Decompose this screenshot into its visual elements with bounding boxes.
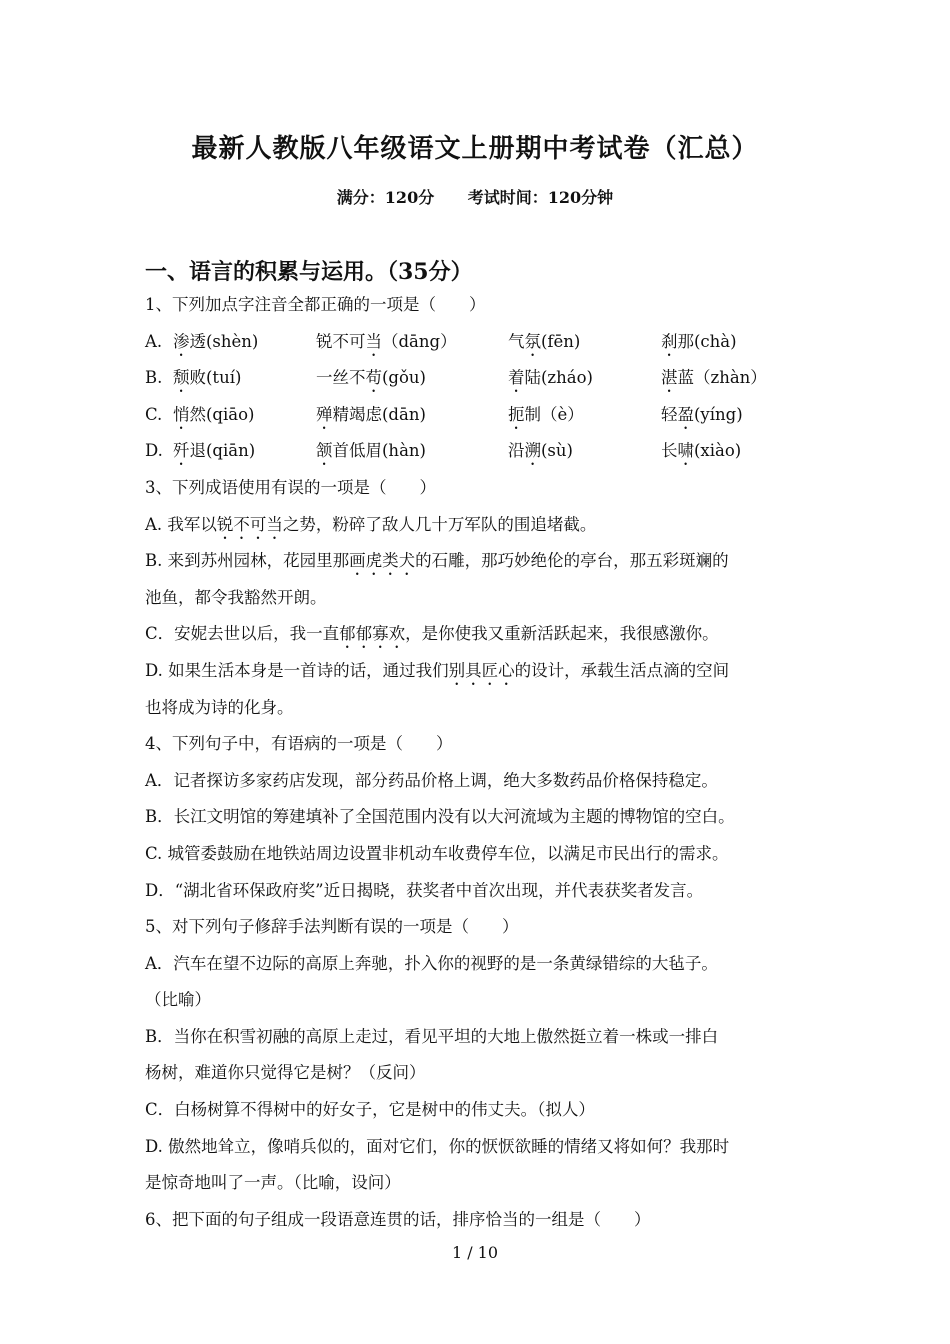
dotted-char: 颔	[316, 441, 333, 461]
option-line: D．“湖北省环保政府奖”近日揭晓，获奖者中首次出现，并代表获奖者发言。	[145, 880, 704, 900]
option-label: D.	[145, 441, 163, 461]
option-label: C.	[145, 404, 163, 424]
text: 也将成为诗的化身。	[145, 697, 294, 717]
text: (fēn)	[541, 331, 581, 351]
text: D. 如果生活本身是一首诗的话，通过我们	[145, 660, 449, 680]
text: B. 来到苏州园林，花园里那	[145, 551, 350, 571]
text: 精竭虑(dān)	[332, 404, 426, 424]
text: (gǒu)	[382, 368, 426, 388]
option-line: 杨树，难道你只觉得它是树？（反问）	[145, 1063, 426, 1083]
option-item	[508, 360, 661, 397]
text: ，是你使我又重新活跃起来，我很感激你。	[405, 624, 719, 644]
dotted-idiom: 郁郁寡欢	[339, 624, 406, 644]
text: 一丝不	[316, 368, 366, 388]
option-line	[145, 653, 815, 690]
option-item	[661, 433, 741, 470]
option-row	[145, 433, 815, 470]
dotted-char: 刹	[661, 331, 678, 351]
dotted-idiom: 锐不可当	[216, 514, 283, 534]
option-item	[661, 397, 743, 434]
text: 之势，粉碎了敌人几十万军队的围追堵截。	[282, 514, 597, 534]
option-line: A．记者探访多家药店发现，部分药品价格上调，绝大多数药品价格保持稳定。	[145, 770, 718, 790]
text: 制（è）	[524, 404, 584, 424]
dotted-char: 苟	[365, 368, 382, 388]
option-label: A.	[145, 331, 163, 351]
option-item	[173, 324, 316, 361]
text: (sù)	[541, 441, 573, 461]
dotted-char: 氛	[524, 331, 541, 351]
dotted-char: 湛	[661, 368, 678, 388]
dotted-char: 盈	[677, 404, 694, 424]
dotted-char: 悄	[173, 404, 190, 424]
text: 首低眉(hàn)	[332, 441, 426, 461]
question-3-stem: 3、下列成语使用有误的一项是（ ）	[145, 477, 436, 497]
option-item	[173, 397, 316, 434]
option-row	[145, 397, 815, 434]
question-6-stem: 6、把下面的句子组成一段语意连贯的话，排序恰当的一组是（ ）	[145, 1209, 651, 1229]
option-line: C．白杨树算不得树中的好女子，它是树中的伟丈夫。（拟人）	[145, 1100, 595, 1120]
option-line	[145, 616, 815, 653]
option-item	[316, 397, 508, 434]
option-item	[173, 433, 316, 470]
text: 败(tuí)	[189, 368, 242, 388]
option-line: B．当你在积雪初融的高原上走过，看见平坦的大地上傲然挺立着一株或一排白	[145, 1026, 719, 1046]
text: (yíng)	[694, 404, 743, 424]
text: A. 我军以	[145, 514, 217, 534]
text: 锐不可	[316, 331, 366, 351]
option-line	[145, 580, 815, 617]
dotted-char: 溯	[524, 441, 541, 461]
option-row	[145, 324, 815, 361]
dotted-char: 渗	[173, 331, 190, 351]
dotted-char: 颓	[173, 368, 190, 388]
text: (xiào)	[694, 441, 742, 461]
option-item	[173, 360, 316, 397]
text: 透(shèn)	[189, 331, 259, 351]
text: 然(qiāo)	[189, 404, 255, 424]
option-item	[316, 360, 508, 397]
text: 的石雕，那巧妙绝伦的亭台，那五彩斑斓的	[415, 551, 729, 571]
text: 气	[508, 331, 525, 351]
text: 陆(zháo)	[524, 368, 593, 388]
full-score: 满分：120分	[336, 188, 435, 207]
question-1-stem: 1、下列加点字注音全都正确的一项是（ ）	[145, 295, 486, 314]
text: （dāng）	[382, 331, 457, 351]
dotted-idiom: 别具匠心	[448, 660, 515, 680]
exam-info	[0, 185, 950, 208]
option-item	[508, 397, 661, 434]
option-label: B.	[145, 368, 163, 388]
text: 池鱼，都令我豁然开朗。	[145, 587, 327, 607]
section-heading: 一、语言的积累与运用。（35分）	[145, 259, 473, 285]
dotted-char: 当	[365, 331, 382, 351]
exam-time: 考试时间：120分钟	[467, 188, 614, 207]
option-line: A．汽车在望不边际的高原上奔驰，扑入你的视野的是一条黄绿错综的大毡子。	[145, 953, 718, 973]
option-item	[316, 433, 508, 470]
option-item	[316, 324, 508, 361]
text: 沿	[508, 441, 525, 461]
text: 长	[661, 441, 678, 461]
dotted-char: 着	[508, 368, 525, 388]
option-item	[661, 324, 737, 361]
option-line	[145, 507, 815, 544]
option-line: B．长江文明馆的筹建填补了全国范围内没有以大河流域为主题的博物馆的空白。	[145, 807, 735, 827]
text: 的设计，承载生活点滴的空间	[514, 660, 730, 680]
page-number: 1 / 10	[451, 1243, 499, 1262]
option-line: 是惊奇地叫了一声。（比喻，设问）	[145, 1173, 401, 1193]
option-item	[508, 324, 661, 361]
option-line: C. 城管委鼓励在地铁站周边设置非机动车收费停车位，以满足市民出行的需求。	[145, 843, 729, 863]
dotted-char: 啸	[677, 441, 694, 461]
text: 轻	[661, 404, 678, 424]
text: 那(chà)	[677, 331, 737, 351]
option-item	[661, 360, 767, 397]
dotted-idiom: 画虎类犬	[349, 551, 416, 571]
text: 退(qiān)	[189, 441, 256, 461]
text: 蓝（zhàn）	[677, 368, 767, 388]
document-title: 最新人教版八年级语文上册期中考试卷（汇总）	[191, 134, 759, 164]
option-line	[145, 543, 815, 580]
dotted-char: 扼	[508, 404, 525, 424]
dotted-char: 歼	[173, 441, 190, 461]
question-5-stem: 5、对下列句子修辞手法判断有误的一项是（ ）	[145, 917, 519, 937]
option-line: （比喻）	[145, 990, 211, 1010]
option-line: D. 傲然地耸立，像哨兵似的，面对它们，你的恹恹欲睡的情绪又将如何？我那时	[145, 1136, 730, 1156]
text: C．安妮去世以后，我一直	[145, 624, 340, 644]
option-item	[508, 433, 661, 470]
option-line	[145, 690, 815, 727]
option-row	[145, 360, 815, 397]
question-4-stem: 4、下列句子中，有语病的一项是（ ）	[145, 734, 453, 754]
dotted-char: 殚	[316, 404, 333, 424]
questions	[145, 287, 815, 1238]
